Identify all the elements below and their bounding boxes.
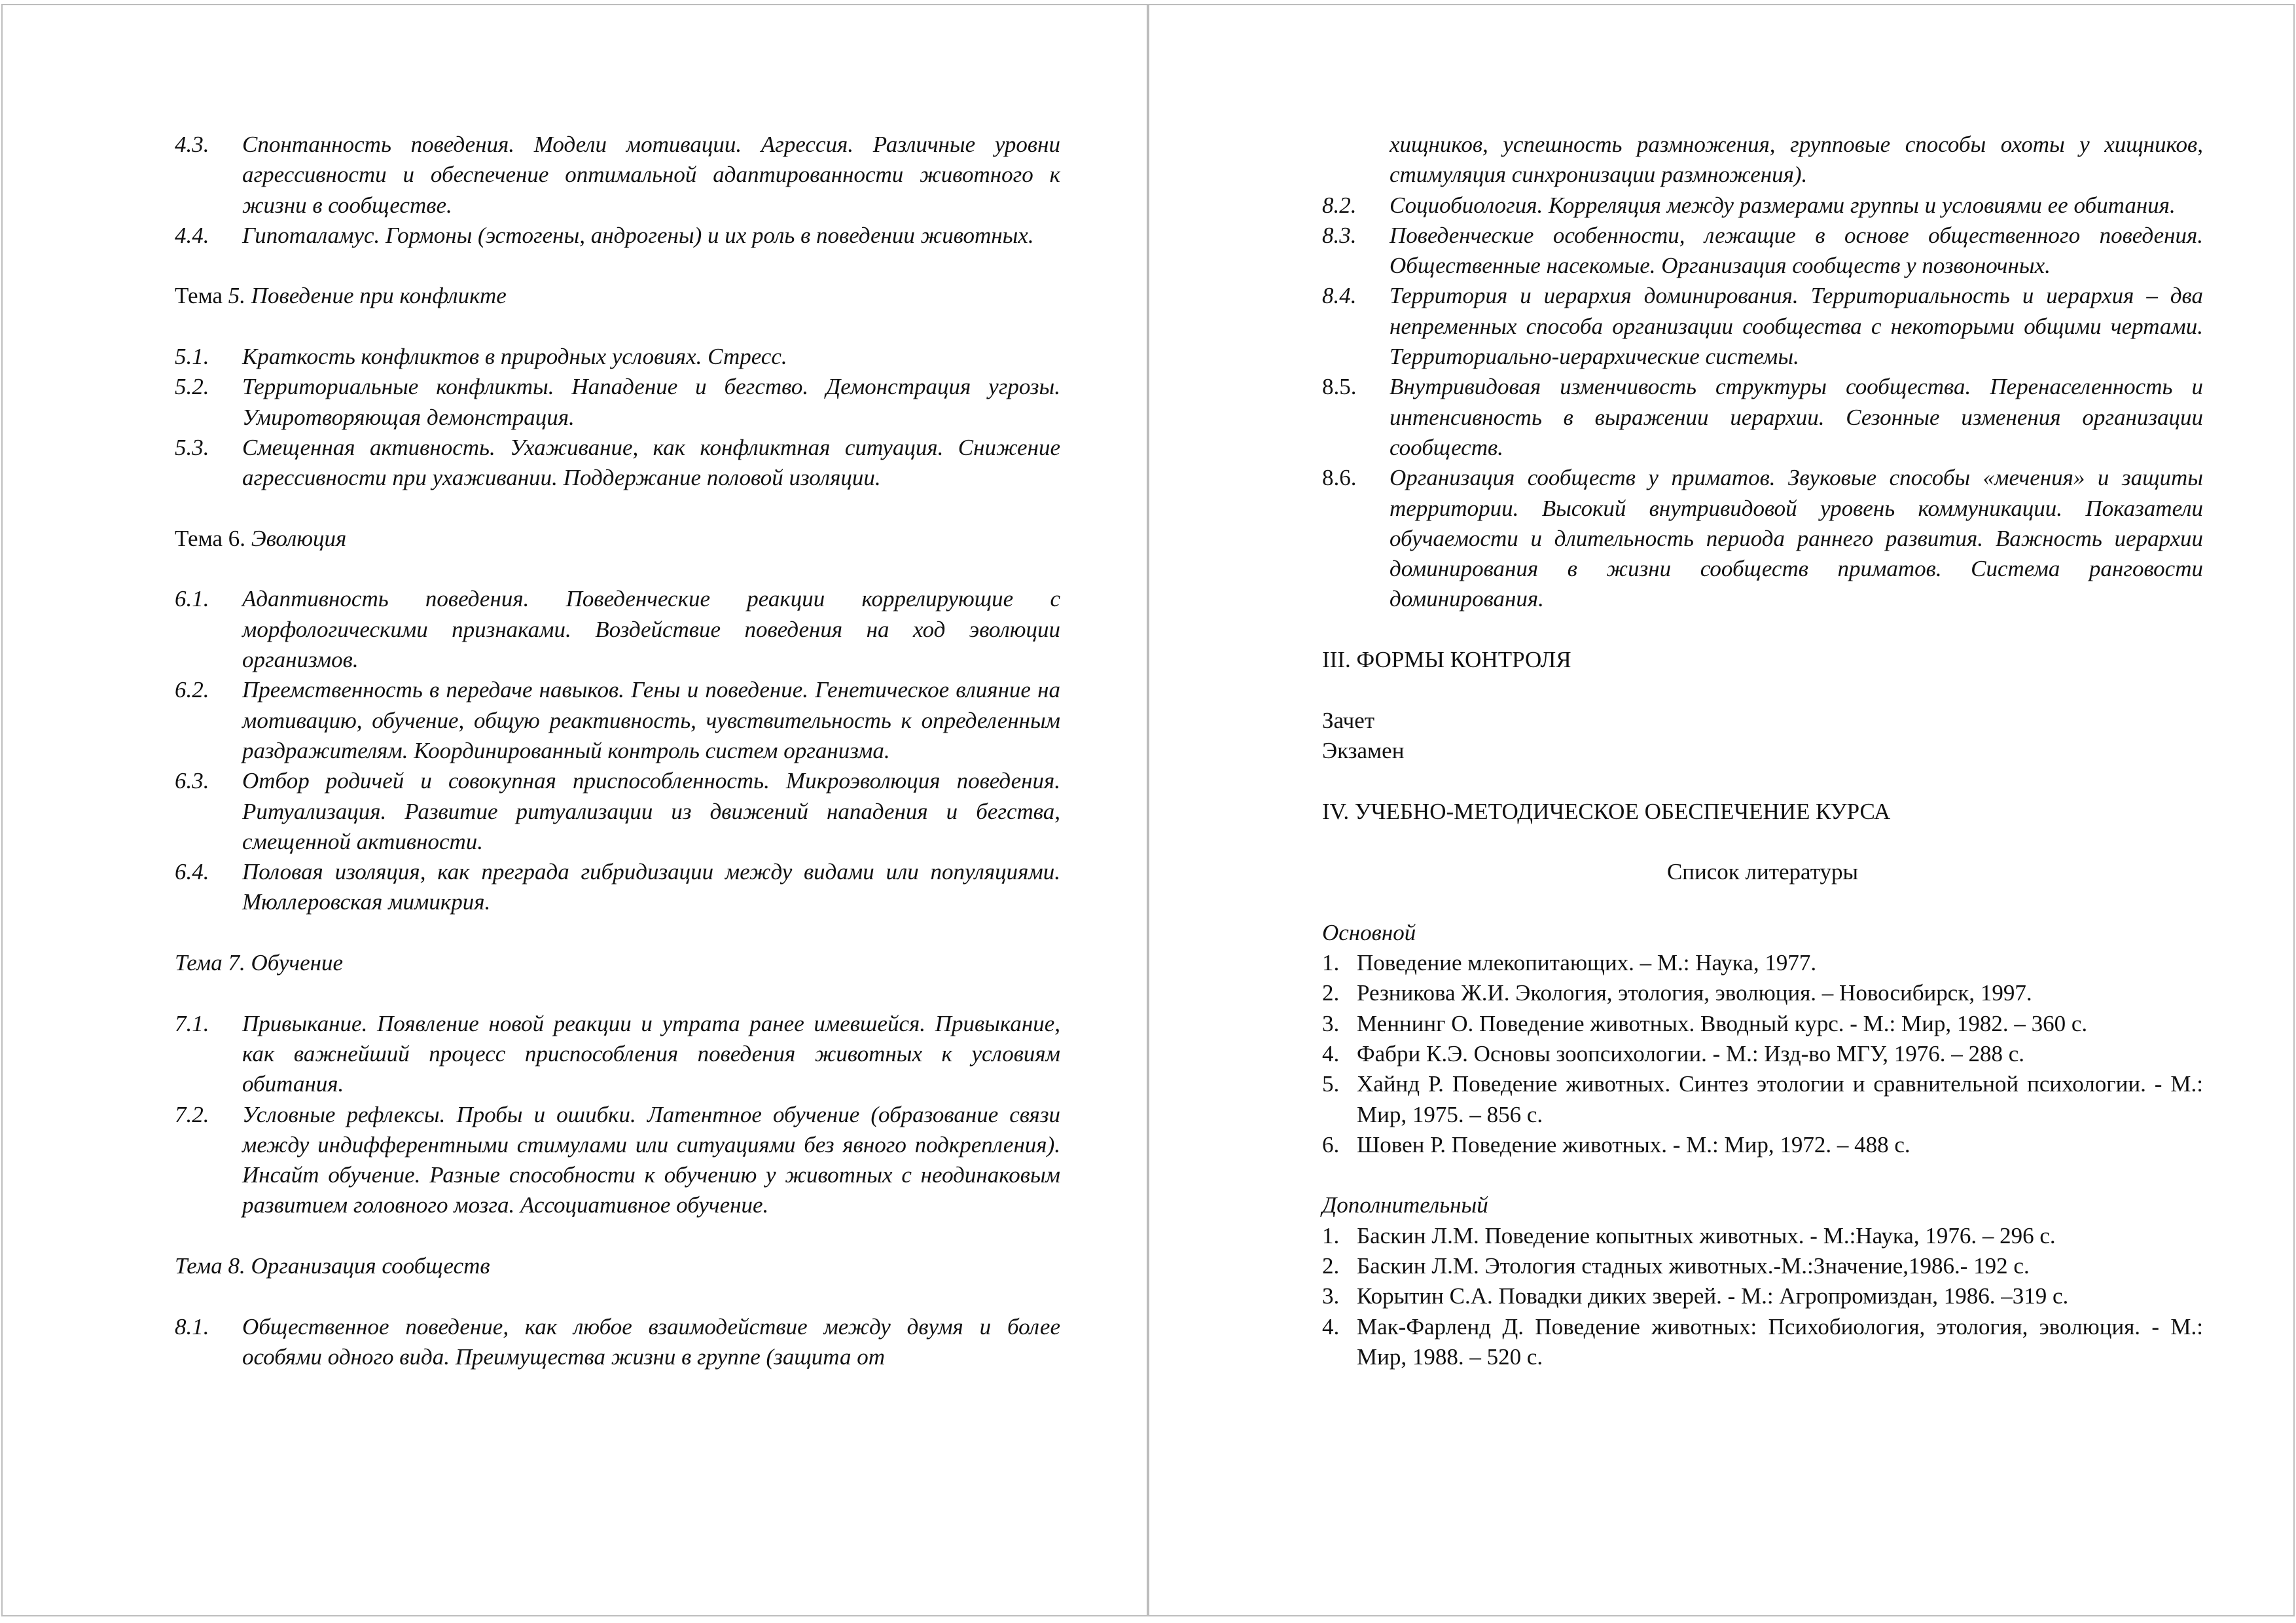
control-form: Экзамен [1322,737,1405,763]
literature-text: Хайнд Р. Поведение животных. Синтез этологии и сравнительной психологии. - М.: Мир, 1975. – 856 с. [1357,1071,2203,1127]
section-3-title: III. ФОРМЫ КОНТРОЛЯ [1322,647,1571,673]
literature-number: 1. [1322,1222,1340,1249]
list-item [1322,372,2203,463]
list-item [175,857,1060,918]
control-form: Зачет [1322,707,1375,733]
section-4-title: IV. УЧЕБНО-МЕТОДИЧЕСКОЕ ОБЕСПЕЧЕНИЕ КУРСА [1322,798,1891,824]
list-item [175,1312,1060,1373]
list-item [175,584,1060,675]
literature-text: Фабри К.Э. Основы зоопсихологии. - М.: Изд-во МГУ, 1976. – 288 с. [1357,1040,2025,1067]
literature-text: Мак-Фарленд Д. Поведение животных: Психобиология, этология, эволюция. - М.: Мир, 1988. – 520 с. [1357,1313,2203,1370]
item-number: 8.4. [1322,283,1357,309]
item-number: 5.2. [175,374,209,400]
literature-list-title: Список литературы [1666,859,1859,885]
basic-literature-label: Основной [1322,919,1416,945]
item-text: Преемственность в передаче навыков. Гены и поведение. Генетическое влияние на мотивацию, обучение, общую реактивность, чувствительность к определенным раздражителям. Координированный контроль систем организма. [242,677,1060,763]
left-column [175,130,1060,1372]
literature-text: Баскин Л.М. Поведение копытных животных. - М.:Наука, 1976. – 296 с. [1357,1222,2056,1249]
literature-number: 3. [1322,1010,1340,1036]
list-item [175,675,1060,766]
item-text: Общественное поведение, как любое взаимодействие между двумя и более особями одного вида. Преимущества жизни в группе (защита от [242,1313,1060,1370]
literature-text: Меннинг О. Поведение животных. Вводный курс. - М.: Мир, 1982. – 360 с. [1357,1010,2088,1036]
list-item [175,433,1060,494]
literature-text: Шовен Р. Поведение животных. - М.: Мир, 1972. – 488 с. [1357,1131,1910,1158]
item-text: Территориальные конфликты. Нападение и бегство. Демонстрация угрозы. Умиротворяющая демонстрация. [242,374,1060,430]
item-text: Краткость конфликтов в природных условиях. Стресс. [242,344,787,370]
theme-8-heading: Тема 8. Организация сообществ [175,1252,490,1279]
item-number: 6.4. [175,859,209,885]
item-text: Поведенческие особенности, лежащие в основе общественного поведения. Общественные насекомые. Организация сообществ у позвоночных. [1390,222,2203,279]
theme-label: Тема [175,283,223,309]
item-text: Внутривидовая изменчивость структуры сообщества. Перенаселенность и интенсивность в выражении иерархии. Сезонные изменения организации сообществ. [1390,374,2203,460]
literature-number: 4. [1322,1313,1340,1340]
literature-item [1322,1130,2203,1160]
item-text: Гипоталамус. Гормоны (эстогены, андрогены) и их роль в поведении животных. [242,222,1034,248]
item-number: 5.3. [175,434,209,460]
literature-number: 6. [1322,1131,1340,1158]
item-number: 5.1. [175,344,209,370]
item-number: 4.3. [175,132,209,157]
item-text: Привыкание. Появление новой реакции и утрата ранее имевшейся. Привыкание, как важнейший процесс приспособления поведения животных к условиям обитания. [242,1010,1060,1097]
item-text: Организация сообществ у приматов. Звуковые способы «мечения» и защиты территории. Высокий внутривидовой уровень коммуникации. Показатели обучаемости и длительность периода раннего развития. Важность иерархии доминирования в жизни сообществ приматов. Система ранговости доминирования. [1390,465,2203,612]
literature-text: Поведение млекопитающих. – М.: Наука, 1977. [1357,950,1817,976]
item-number: 8.2. [1322,192,1357,218]
literature-text: Корытин С.А. Повадки диких зверей. - М.: Агропромиздан, 1986. –319 с. [1357,1283,2069,1309]
theme-5-heading [175,281,1060,311]
item-text: Спонтанность поведения. Модели мотивации. Агрессия. Различные уровни агрессивности и обеспечение оптимальной адаптированности животного к жизни в сообществе. [242,132,1060,218]
item-text: Территория и иерархия доминирования. Территориальность и иерархия – два непременных способа организации сообщества с некоторыми общими чертами. Территориально-иерархические системы. [1390,283,2203,370]
theme-label: Тема 6. [175,525,246,551]
item-number: 7.2. [175,1101,209,1127]
list-item [175,1100,1060,1221]
item-text: Социобиология. Корреляция между размерами группы и условиями ее обитания. [1390,192,2176,218]
item-text: Половая изоляция, как преграда гибридизации между видами или популяциями. Мюллеровская мимикрия. [242,859,1060,915]
item-text: Отбор родичей и совокупная приспособленность. Микроэволюция поведения. Ритуализация. Развитие ритуализации из движений нападения и бегства, смещенной активности. [242,768,1060,854]
literature-item [1322,1069,2203,1130]
item-number: 6.3. [175,768,209,794]
item-continuation: хищников, успешность размножения, групповые способы охоты у хищников, стимуляция синхронизации размножения). [1390,132,2203,188]
list-item [1322,221,2203,282]
literature-item [1322,1039,2203,1069]
literature-item [1322,1312,2203,1373]
theme-title: 5. Поведение при конфликте [228,283,507,309]
list-item [1322,281,2203,372]
literature-number: 2. [1322,1252,1340,1279]
literature-number: 3. [1322,1283,1340,1309]
literature-text: Баскин Л.М. Этология стадных животных.-М.:Значение,1986.- 192 с. [1357,1252,2030,1279]
literature-number: 4. [1322,1040,1340,1067]
additional-literature-label: Дополнительный [1322,1192,1488,1218]
literature-item [1322,948,2203,978]
item-text: Адаптивность поведения. Поведенческие реакции коррелирующие с морфологическими признаками. Воздействие поведения на ход эволюции организмов. [242,586,1060,673]
right-column [1322,130,2203,1372]
literature-item [1322,1251,2203,1281]
left-page [1,4,1148,1616]
item-text: Смещенная активность. Ухаживание, как конфликтная ситуация. Снижение агрессивности при ухаживании. Поддержание половой изоляции. [242,434,1060,491]
item-number: 8.1. [175,1313,209,1340]
right-page [1148,4,2295,1616]
literature-item [1322,978,2203,1008]
list-item [175,1009,1060,1100]
list-item [175,130,1060,221]
literature-number: 2. [1322,980,1340,1006]
list-item [1322,191,2203,221]
list-item [175,766,1060,857]
theme-7-heading: Тема 7. Обучение [175,950,344,976]
literature-item [1322,1221,2203,1251]
theme-6-heading [175,524,1060,554]
item-number: 6.2. [175,677,209,703]
literature-number: 1. [1322,950,1340,976]
item-number: 4.4. [175,222,209,248]
item-number: 8.6. [1322,465,1357,491]
item-number: 8.5. [1322,374,1357,400]
item-text: Условные рефлексы. Пробы и ошибки. Латентное обучение (образование связи между индифферентными стимулами или ситуациями без явного подкрепления). Инсайт обучение. Разные способности к обучению у животных с неодинаковым развитием головного мозга. Ассоциативное обучение. [242,1101,1060,1218]
literature-item [1322,1009,2203,1039]
list-item [175,342,1060,372]
literature-number: 5. [1322,1071,1340,1097]
list-item [175,372,1060,433]
theme-title: Эволюция [251,525,347,551]
list-item [175,221,1060,251]
item-number: 7.1. [175,1010,209,1036]
list-item [1322,463,2203,614]
literature-item [1322,1281,2203,1311]
item-number: 6.1. [175,586,209,612]
item-number: 8.3. [1322,222,1357,248]
literature-text: Резникова Ж.И. Экология, этология, эволюция. – Новосибирск, 1997. [1357,980,2032,1006]
